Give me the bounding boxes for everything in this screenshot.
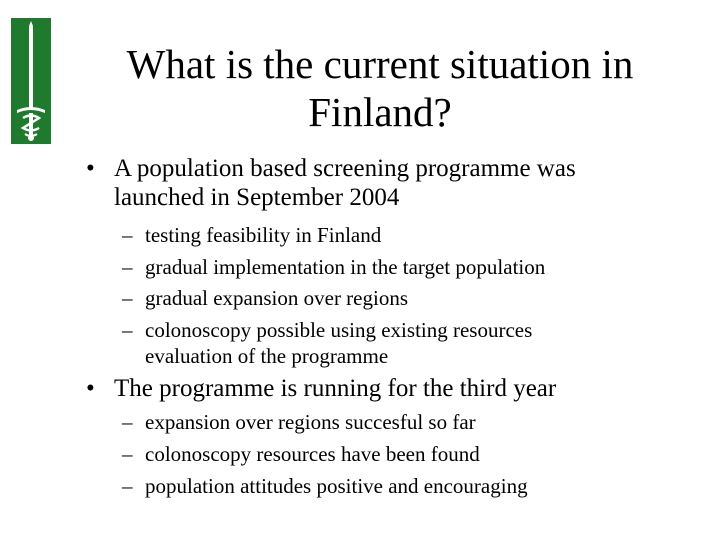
subitem xyxy=(122,222,545,254)
bullet-2-line-1: The programme is running for the third year xyxy=(114,375,557,402)
bullet-1-line-1: A population based screening programme was xyxy=(114,155,576,182)
title-line-2: Finland? xyxy=(308,89,452,135)
bullet-1-marker: • xyxy=(86,155,95,182)
subitem xyxy=(122,409,528,441)
subitem-text: gradual expansion over regions xyxy=(145,286,409,310)
bullet-1-line-2: launched in September 2004 xyxy=(114,184,400,211)
subitem-marker: – xyxy=(122,286,133,310)
title-line-1: What is the current situation in xyxy=(126,41,634,87)
subitem-marker: – xyxy=(122,223,133,247)
subitem-marker: – xyxy=(122,317,133,342)
subitem-text: expansion over regions succesful so far xyxy=(145,410,476,434)
subitem-text: colonoscopy resources have been found xyxy=(145,442,480,466)
subitem-text: testing feasibility in Finland xyxy=(145,223,382,247)
subitem xyxy=(122,254,545,286)
subitem-marker: – xyxy=(122,474,133,498)
bullet-2-subitems xyxy=(122,409,528,505)
bullet-1-subitems xyxy=(122,222,545,369)
subitem xyxy=(122,473,528,505)
subitem xyxy=(122,317,545,369)
bullet-1 xyxy=(86,154,576,212)
subitem-text: population attitudes positive and encouraging xyxy=(145,474,528,498)
subitem-text: colonoscopy possible using existing resources xyxy=(145,317,533,342)
subitem-marker: – xyxy=(122,254,133,279)
subitem xyxy=(122,285,545,317)
subitem-continuation: evaluation of the programme xyxy=(145,343,389,368)
bullet-2 xyxy=(86,374,556,403)
bullet-2-marker: • xyxy=(86,375,95,402)
subitem-text: gradual implementation in the target population xyxy=(145,254,546,279)
subitem-marker: – xyxy=(122,410,133,434)
subitem xyxy=(122,441,528,473)
subitem-marker: – xyxy=(122,442,133,466)
sword-and-serpent-emblem-icon xyxy=(11,18,51,144)
slide-title xyxy=(60,40,700,136)
logo xyxy=(11,18,51,144)
